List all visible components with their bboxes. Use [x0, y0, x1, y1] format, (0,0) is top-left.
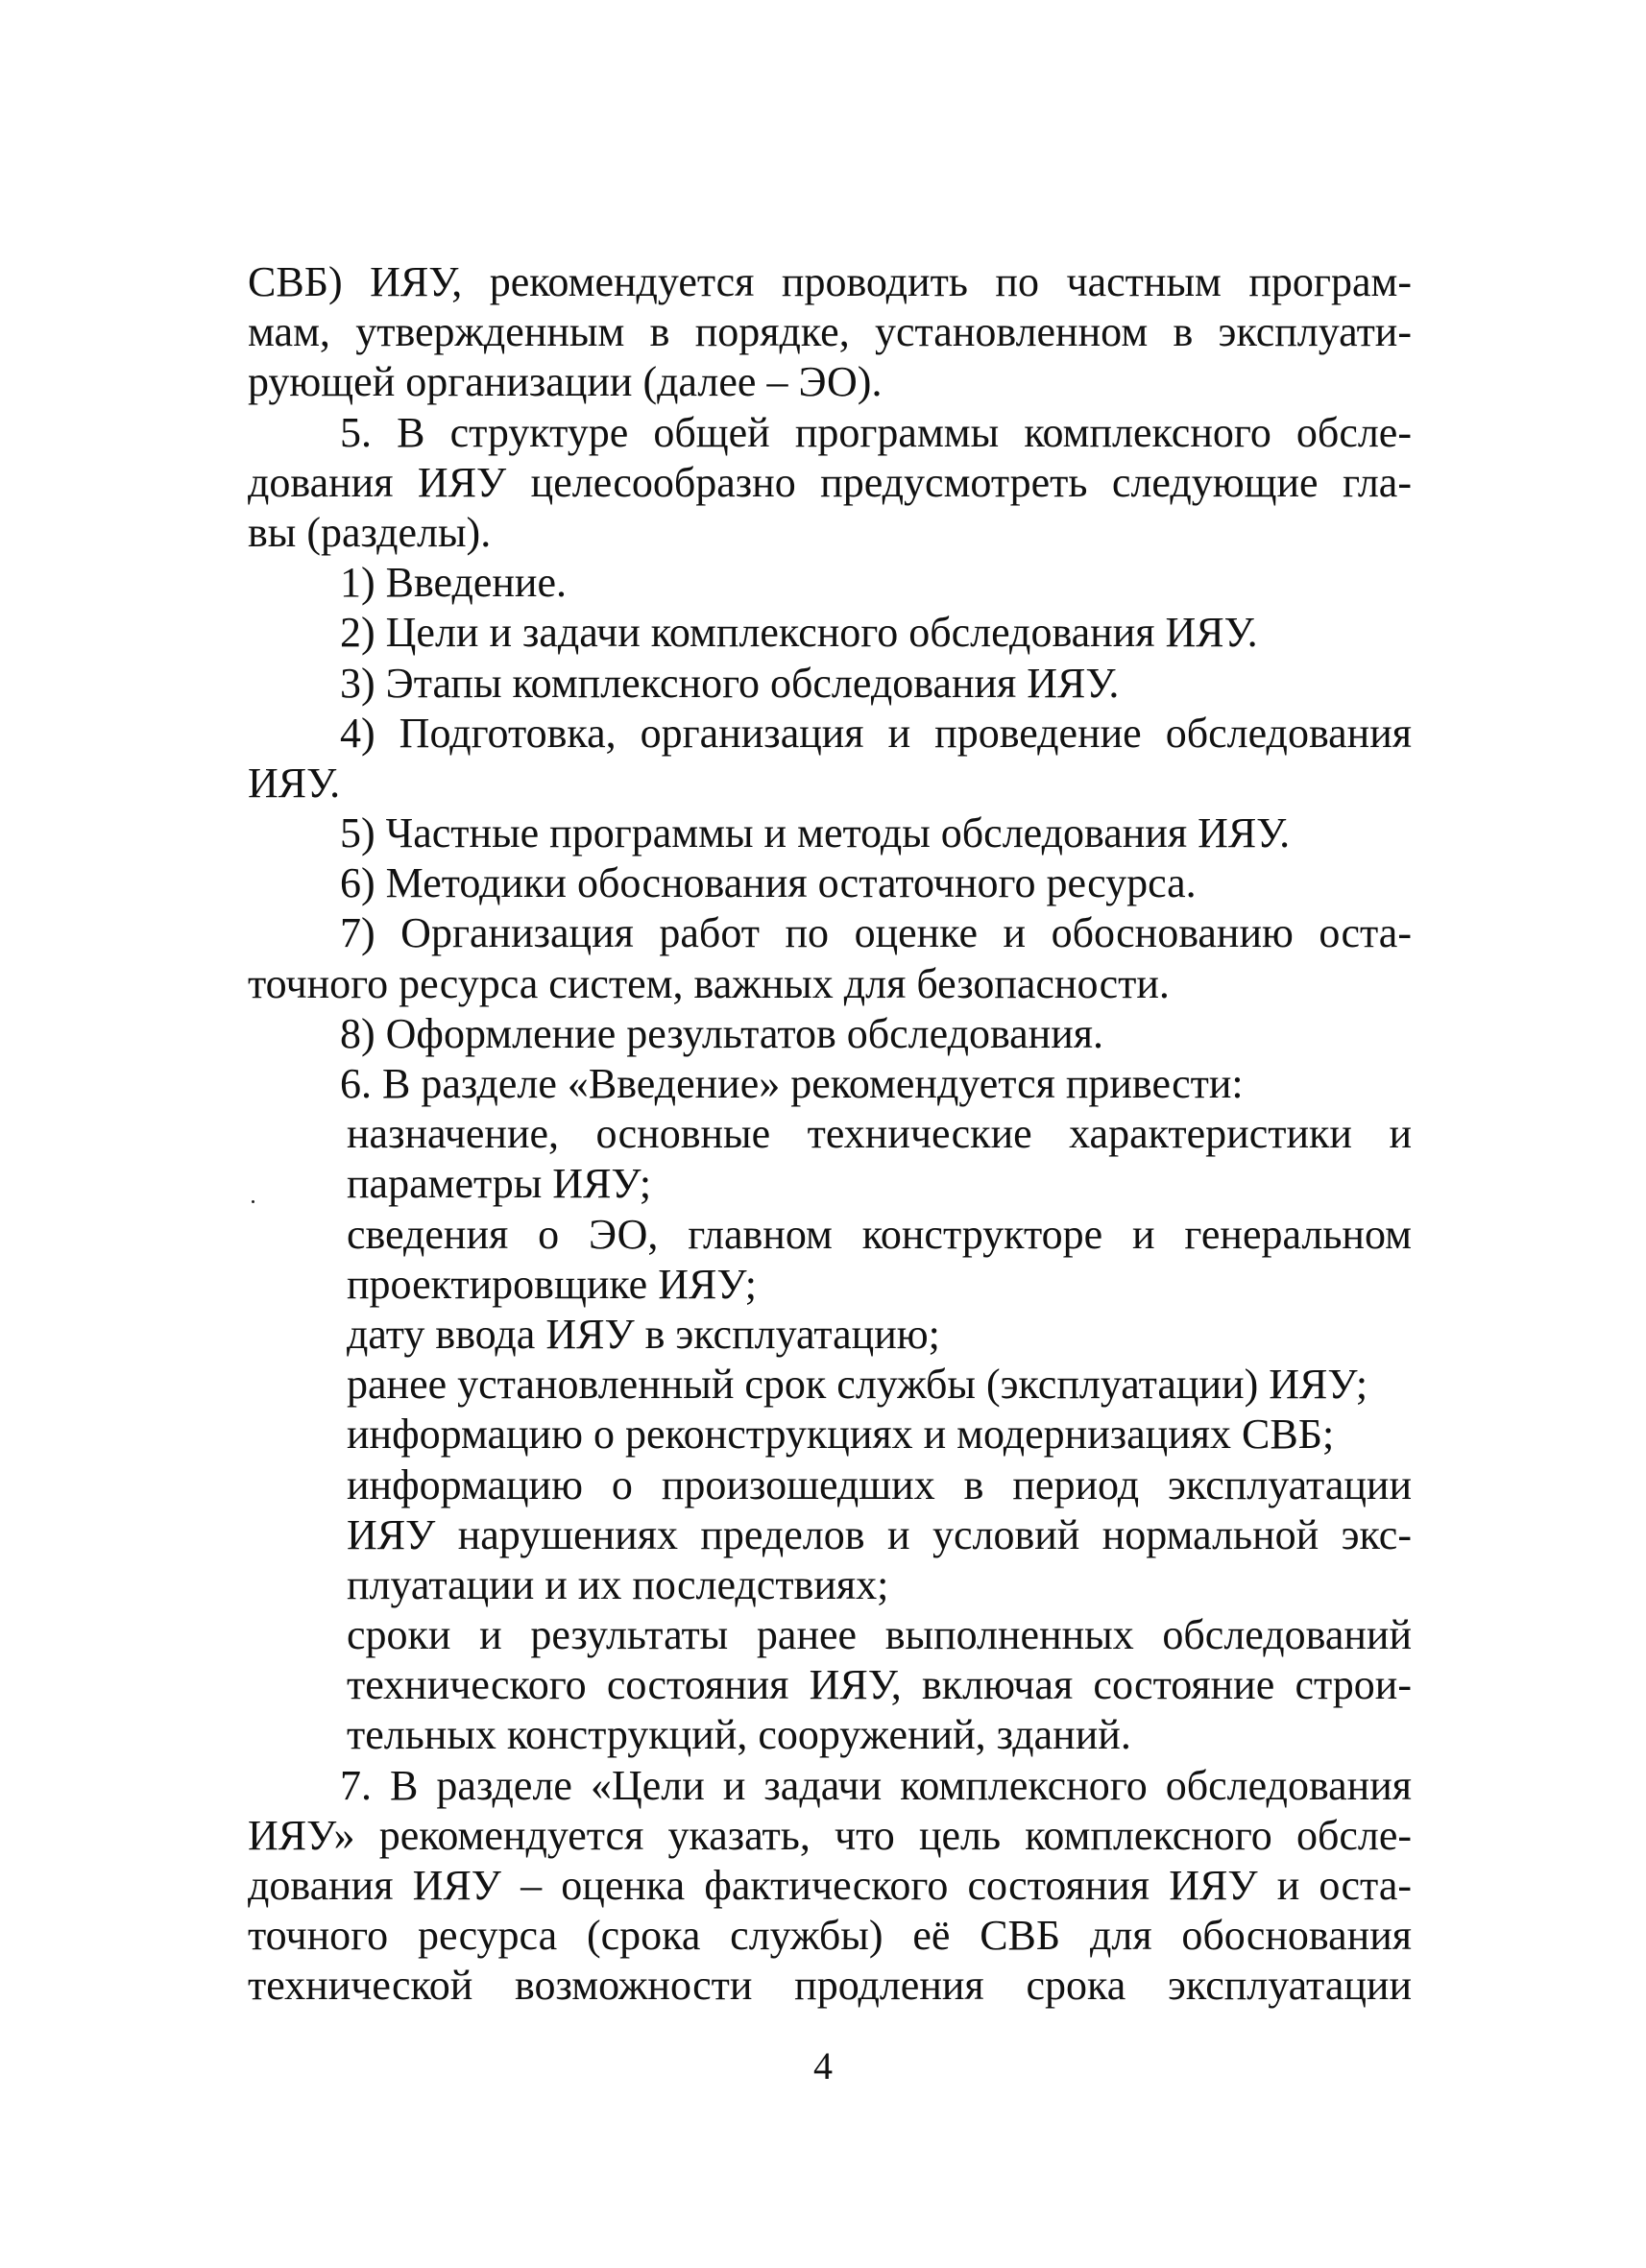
text-line: ИЯУ нарушениях пределов и условий нормальной экс-	[347, 1510, 1412, 1558]
list-item: назначение, основные технические характеристики и	[347, 1110, 1412, 1158]
text-line: ИЯУ.	[248, 759, 341, 807]
text-line: рующей организации (далее – ЭО).	[248, 358, 883, 406]
paragraph-5-start: 5. В структуре общей программы комплексного обсле-	[340, 408, 1412, 456]
text-line: дования ИЯУ – оценка фактического состояния ИЯУ и оста-	[248, 1862, 1412, 1909]
text-line: ИЯУ» рекомендуется указать, что цель комплексного обсле-	[248, 1811, 1412, 1859]
list-item: сроки и результаты ранее выполненных обследований	[347, 1611, 1412, 1659]
list-item: дату ввода ИЯУ в эксплуатацию;	[347, 1310, 940, 1358]
list-item: 7) Организация работ по оценке и обоснованию оста-	[340, 909, 1412, 957]
list-item: 4) Подготовка, организация и проведение обследования	[340, 709, 1412, 757]
text-line: СВБ) ИЯУ, рекомендуется проводить по частным програм-	[248, 258, 1412, 305]
text-line: дования ИЯУ целесообразно предусмотреть следующие гла-	[248, 458, 1412, 506]
text-line: проектировщике ИЯУ;	[347, 1260, 758, 1308]
text-line: технического состояния ИЯУ, включая состояние строи-	[347, 1661, 1412, 1709]
list-item: информацию о реконструкциях и модернизациях СВБ;	[347, 1411, 1335, 1459]
list-item: ранее установленный срок службы (эксплуатации) ИЯУ;	[347, 1361, 1368, 1409]
list-item: 3) Этапы комплексного обследования ИЯУ.	[340, 659, 1120, 707]
text-line: параметры ИЯУ;	[347, 1160, 652, 1208]
page-number: 4	[813, 2044, 833, 2087]
paragraph-6-start: 6. В разделе «Введение» рекомендуется привести:	[340, 1060, 1244, 1107]
text-line: мам, утвержденным в порядке, установленном в эксплуати-	[248, 308, 1412, 356]
body-text	[248, 257, 1412, 2012]
text-line: технической возможности продления срока эксплуатации	[248, 1962, 1412, 2010]
text-line: плуатации и их последствиях;	[347, 1560, 889, 1608]
list-item: информацию о произошедших в период эксплуатации	[347, 1460, 1412, 1508]
text-line: точного ресурса систем, важных для безопасности.	[248, 959, 1170, 1007]
list-item: 8) Оформление результатов обследования.	[340, 1009, 1104, 1057]
text-line: тельных конструкций, сооружений, зданий.	[347, 1711, 1131, 1759]
text-line: вы (разделы).	[248, 508, 492, 556]
text-line: точного ресурса (срока службы) её СВБ для обоснования	[248, 1912, 1412, 1960]
list-item: 2) Цели и задачи комплексного обследования ИЯУ.	[340, 609, 1258, 657]
list-item: сведения о ЭО, главном конструкторе и генеральном	[347, 1210, 1412, 1258]
scan-speck	[252, 1200, 254, 1203]
paragraph-7-start: 7. В разделе «Цели и задачи комплексного обследования	[340, 1761, 1412, 1809]
list-item: 1) Введение.	[340, 559, 568, 607]
list-item: 5) Частные программы и методы обследования ИЯУ.	[340, 809, 1291, 857]
list-item: 6) Методики обоснования остаточного ресурса.	[340, 859, 1197, 907]
